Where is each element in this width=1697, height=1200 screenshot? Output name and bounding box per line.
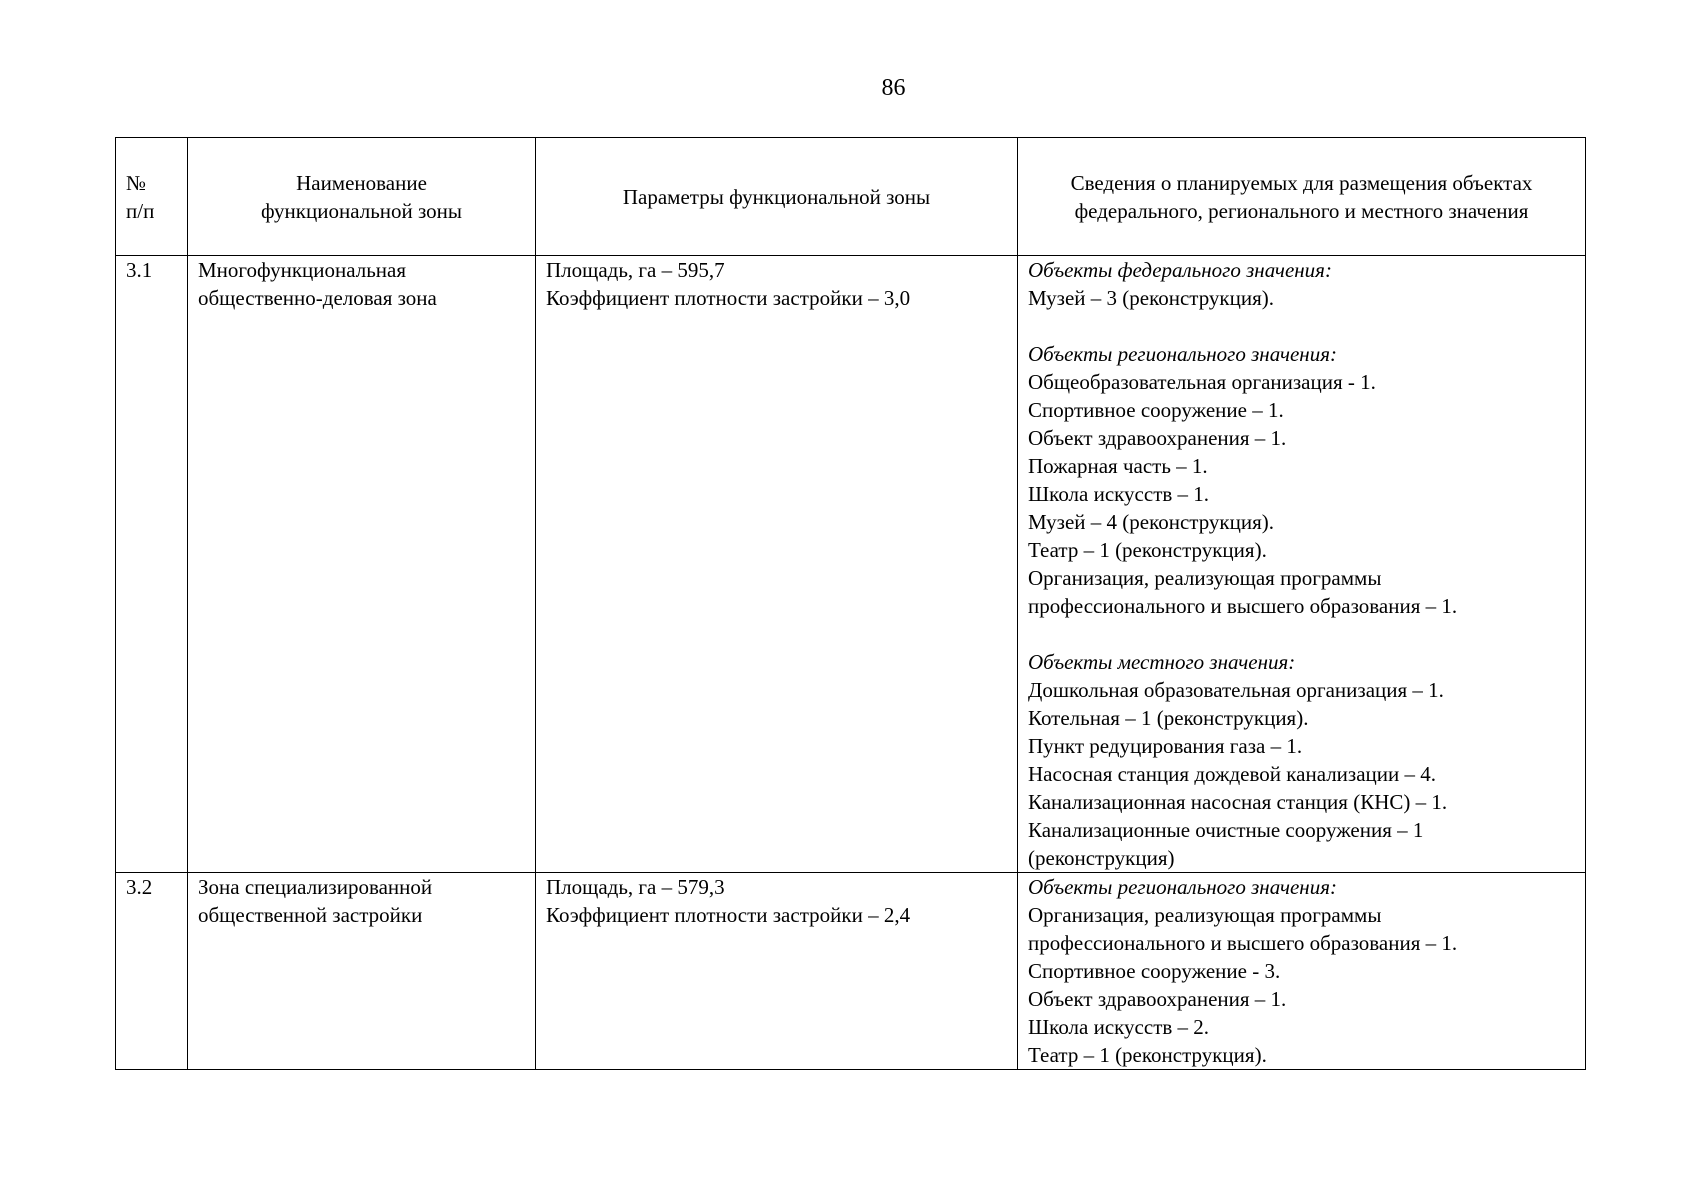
- object-item: Общеобразовательная организация - 1.: [1028, 370, 1376, 394]
- object-item: Канализационная насосная станция (КНС) – 1.: [1028, 790, 1448, 814]
- object-item: Спортивное сооружение – 1.: [1028, 398, 1284, 422]
- header-planned-objects-line2: федерального, регионального и местного значения: [1074, 198, 1529, 223]
- object-item: Музей – 4 (реконструкция).: [1028, 510, 1275, 534]
- objects-group: [1028, 256, 1575, 312]
- zone-name-line: Многофункциональная: [198, 258, 407, 282]
- object-item: Организация, реализующая программы: [1028, 566, 1382, 590]
- row-number-cell: [116, 256, 188, 873]
- zone-parameters-cell: [536, 256, 1018, 873]
- header-number: [116, 138, 188, 256]
- object-item: Пожарная часть – 1.: [1028, 454, 1208, 478]
- zone-name-line: Зона специализированной: [198, 875, 433, 899]
- object-item: Дошкольная образовательная организация – 1.: [1028, 678, 1444, 702]
- object-item: Театр – 1 (реконструкция).: [1028, 1043, 1267, 1067]
- header-planned-objects: [1018, 138, 1586, 256]
- page-number: 86: [881, 75, 906, 101]
- zone-area: Площадь, га – 595,7: [546, 258, 725, 282]
- zone-name-line: общественно-деловая зона: [198, 286, 437, 310]
- object-item: Объект здравоохранения – 1.: [1028, 987, 1287, 1011]
- object-item: профессионального и высшего образования – 1.: [1028, 931, 1458, 955]
- object-item: Котельная – 1 (реконструкция).: [1028, 706, 1309, 730]
- planned-objects-cell: [1018, 256, 1586, 873]
- header-number-line1: №: [126, 170, 147, 195]
- table-header-row: [116, 138, 1586, 256]
- zone-density: Коэффициент плотности застройки – 3,0: [546, 286, 911, 310]
- zone-area: Площадь, га – 579,3: [546, 875, 725, 899]
- objects-group-title: Объекты местного значения:: [1028, 650, 1296, 674]
- object-item: Спортивное сооружение - 3.: [1028, 959, 1281, 983]
- object-item: Школа искусств – 1.: [1028, 482, 1210, 506]
- header-zone-name: [188, 138, 536, 256]
- objects-group-title: Объекты федерального значения:: [1028, 258, 1332, 282]
- zone-parameters-cell: [536, 873, 1018, 1070]
- object-item: Насосная станция дождевой канализации – 4.: [1028, 762, 1437, 786]
- table-row: [116, 873, 1586, 1070]
- header-zone-name-line2: функциональной зоны: [260, 198, 463, 223]
- objects-group: [1028, 873, 1575, 1069]
- table-body: [116, 256, 1586, 1070]
- objects-group: [1028, 648, 1575, 872]
- row-number: 3.2: [126, 875, 153, 899]
- objects-group-title: Объекты регионального значения:: [1028, 875, 1337, 899]
- row-number: 3.1: [126, 258, 153, 282]
- object-item: профессионального и высшего образования – 1.: [1028, 594, 1458, 618]
- object-item: Театр – 1 (реконструкция).: [1028, 538, 1267, 562]
- table-row: [116, 256, 1586, 873]
- header-number-line2: п/п: [126, 198, 155, 223]
- header-zone-name-line1: Наименование: [296, 170, 427, 195]
- zone-name-line: общественной застройки: [198, 903, 423, 927]
- zone-density: Коэффициент плотности застройки – 2,4: [546, 903, 911, 927]
- object-item: Объект здравоохранения – 1.: [1028, 426, 1287, 450]
- objects-group: [1028, 340, 1575, 620]
- object-item: Канализационные очистные сооружения – 1: [1028, 818, 1424, 842]
- object-item: Школа искусств – 2.: [1028, 1015, 1210, 1039]
- zone-name-cell: [188, 256, 536, 873]
- objects-group-title: Объекты регионального значения:: [1028, 342, 1337, 366]
- object-item: Организация, реализующая программы: [1028, 903, 1382, 927]
- header-zone-parameters: [536, 138, 1018, 256]
- object-item: (реконструкция): [1028, 846, 1175, 870]
- zone-name-cell: [188, 873, 536, 1070]
- object-item: Пункт редуцирования газа – 1.: [1028, 734, 1303, 758]
- header-zone-parameters-text: Параметры функциональной зоны: [622, 184, 931, 209]
- planned-objects-cell: [1018, 873, 1586, 1070]
- functional-zones-table: [115, 137, 1586, 1070]
- object-item: Музей – 3 (реконструкция).: [1028, 286, 1275, 310]
- row-number-cell: [116, 873, 188, 1070]
- header-planned-objects-line1: Сведения о планируемых для размещения объектах: [1070, 170, 1533, 195]
